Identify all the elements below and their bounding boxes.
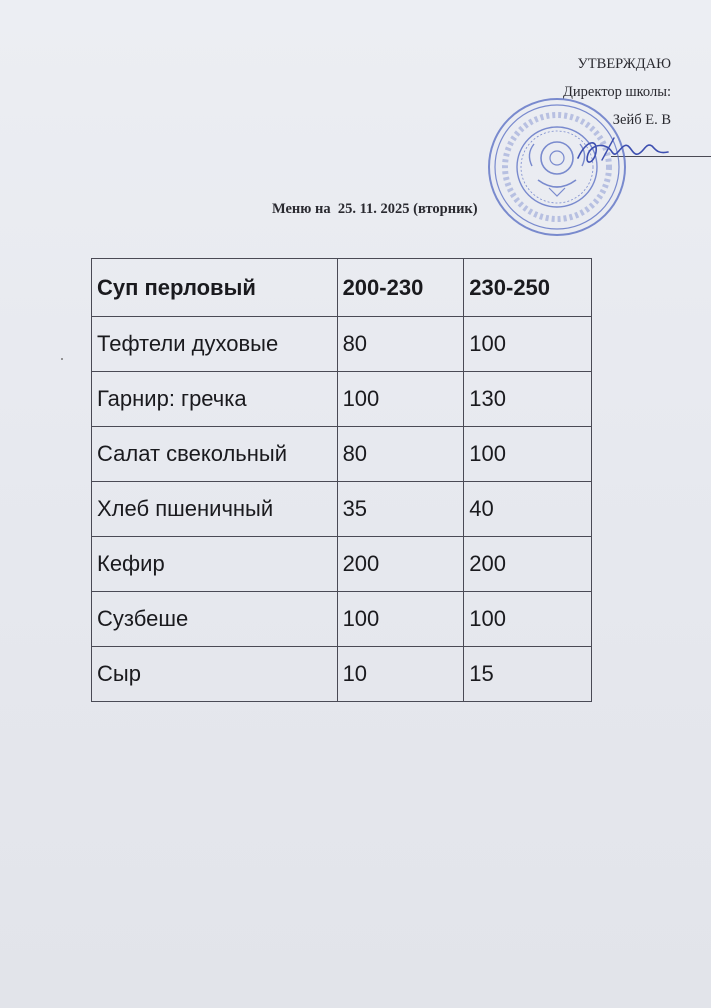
portion-large: 200: [464, 537, 592, 592]
menu-title: Меню на 25. 11. 2025 (вторник): [272, 201, 478, 217]
dish-name: Тефтели духовые: [92, 317, 338, 372]
portion-small: 35: [337, 482, 464, 537]
director-position: Директор школы:: [563, 84, 671, 100]
dish-name: Салат свекольный: [92, 427, 338, 482]
approve-label: УТВЕРЖДАЮ: [577, 56, 671, 72]
portion-large: 100: [464, 592, 592, 647]
table-row: [92, 647, 592, 702]
header-portion-large: 230-250: [464, 259, 592, 317]
director-name: Зейб Е. В: [612, 112, 671, 128]
dish-name: Хлеб пшеничный: [92, 482, 338, 537]
paper-speck: [61, 358, 63, 360]
portion-large: 130: [464, 372, 592, 427]
signature-icon: [572, 132, 672, 172]
menu-table: [91, 258, 592, 702]
dish-name: Сузбеше: [92, 592, 338, 647]
table-row: [92, 592, 592, 647]
dish-name: Гарнир: гречка: [92, 372, 338, 427]
table-row: [92, 317, 592, 372]
portion-large: 40: [464, 482, 592, 537]
table-row: [92, 372, 592, 427]
portion-small: 100: [337, 592, 464, 647]
portion-small: 200: [337, 537, 464, 592]
table-header-row: [92, 259, 592, 317]
portion-large: 100: [464, 317, 592, 372]
portion-small: 100: [337, 372, 464, 427]
portion-small: 80: [337, 427, 464, 482]
portion-large: 100: [464, 427, 592, 482]
header-dish: Суп перловый: [92, 259, 338, 317]
dish-name: Сыр: [92, 647, 338, 702]
table-row: [92, 482, 592, 537]
table-row: [92, 537, 592, 592]
header-portion-small: 200-230: [337, 259, 464, 317]
table-row: [92, 427, 592, 482]
portion-large: 15: [464, 647, 592, 702]
dish-name: Кефир: [92, 537, 338, 592]
portion-small: 80: [337, 317, 464, 372]
portion-small: 10: [337, 647, 464, 702]
